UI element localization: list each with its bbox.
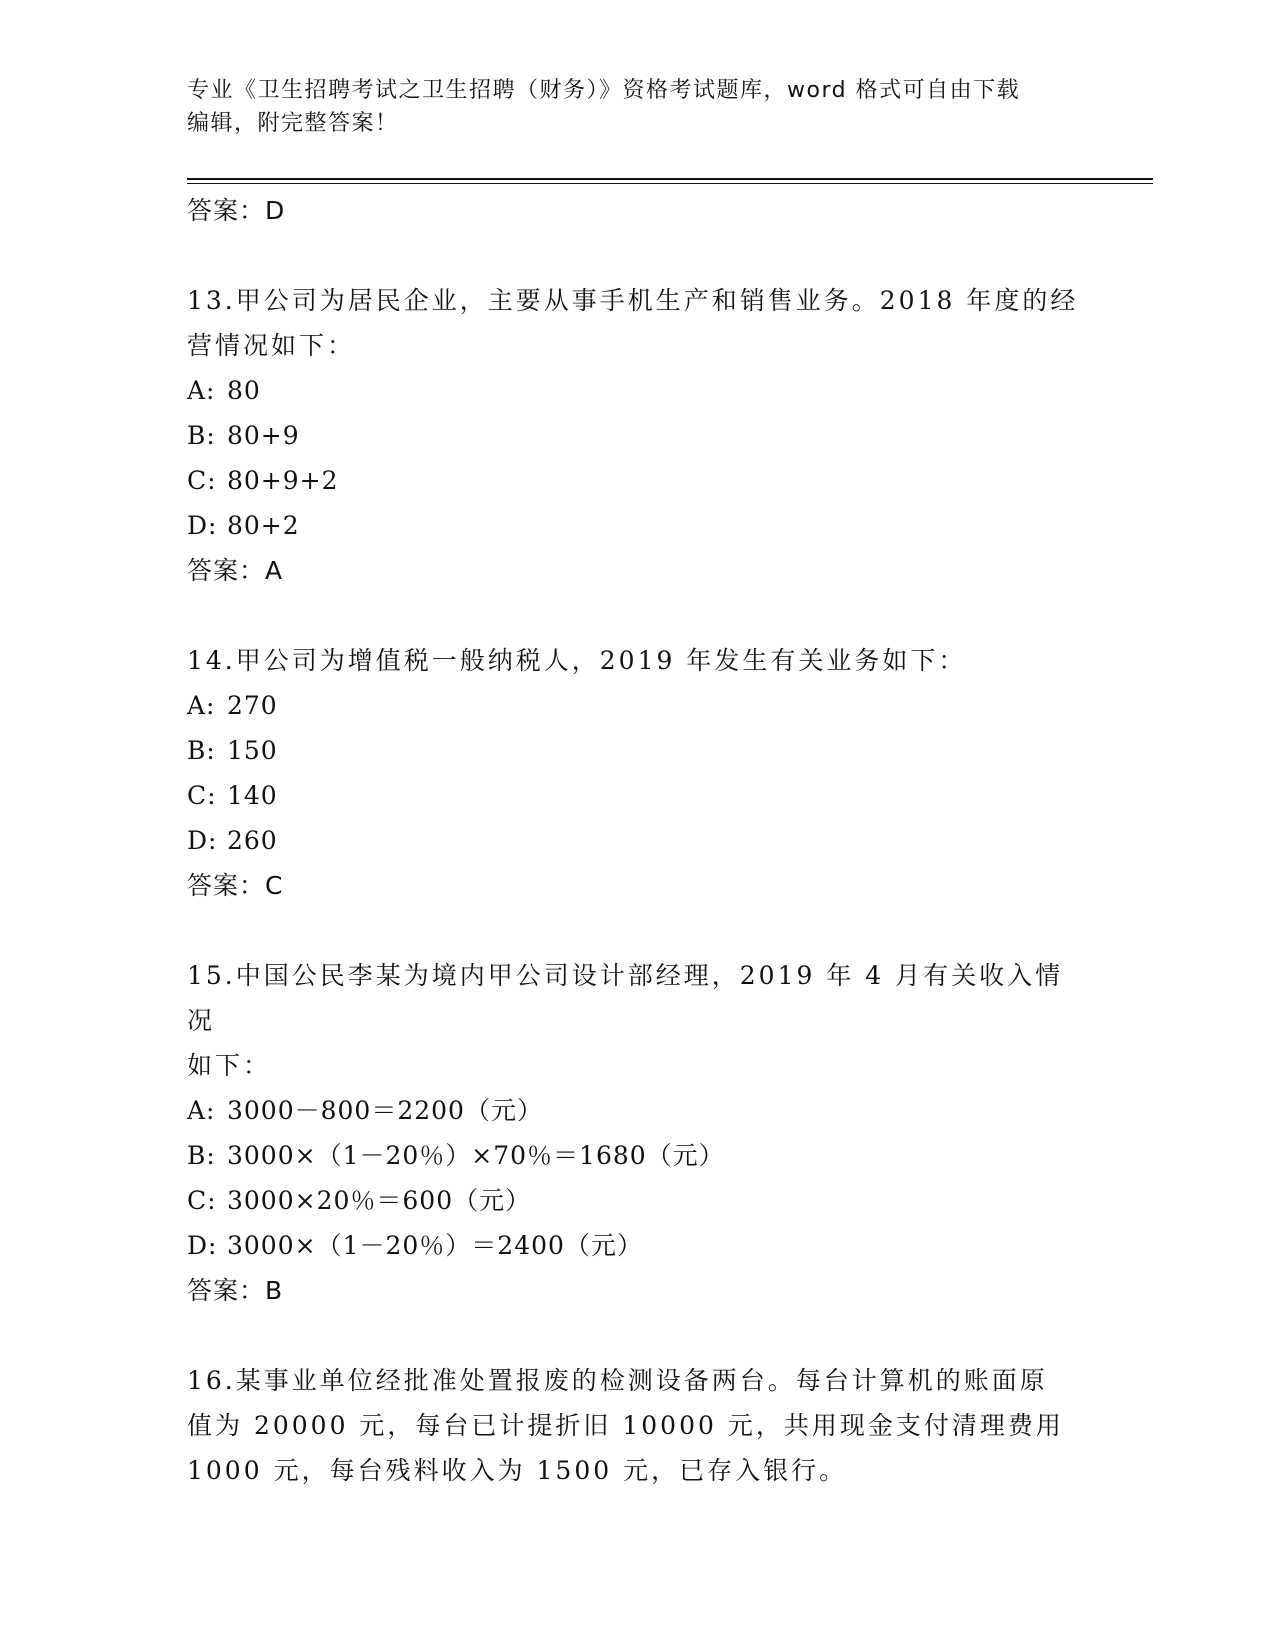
document-body xyxy=(187,188,1087,1493)
question-block xyxy=(187,278,1087,594)
question-block xyxy=(187,953,1087,1314)
question-text xyxy=(187,953,1087,1088)
option-value: 3000×20％＝600（元） xyxy=(227,1186,532,1215)
option-value: 80+2 xyxy=(227,511,300,540)
option-key: A: xyxy=(187,376,216,405)
option-value: 3000×（1－20％）＝2400（元） xyxy=(227,1231,643,1260)
option-key: C: xyxy=(187,466,217,495)
header-line-2: 编辑，附完整答案！ xyxy=(187,111,399,136)
spacer xyxy=(187,234,1087,278)
option-key: C: xyxy=(187,781,217,810)
option-key: A: xyxy=(187,1096,216,1125)
option-key: D: xyxy=(187,826,218,855)
option-key: D: xyxy=(187,1231,218,1260)
option-d xyxy=(187,503,1087,548)
option-key: C: xyxy=(187,1186,217,1215)
option-a xyxy=(187,1088,1087,1133)
option-value: 150 xyxy=(227,736,278,765)
question-line: 14.甲公司为增值税一般纳税人，2019 年发生有关业务如下： xyxy=(187,646,967,675)
header-rule-thin xyxy=(187,183,1153,184)
answer-line: 答案：A xyxy=(187,556,284,585)
question-text xyxy=(187,638,1087,683)
question-block xyxy=(187,1358,1087,1493)
question-text xyxy=(187,278,1087,368)
question-text xyxy=(187,1358,1087,1493)
question-line: 值为 20000 元，每台已计提折旧 10000 元，共用现金支付清理费用 xyxy=(187,1411,1064,1440)
option-d xyxy=(187,1223,1087,1268)
option-value: 140 xyxy=(227,781,278,810)
option-c xyxy=(187,1178,1087,1223)
option-value: 260 xyxy=(227,826,278,855)
question-line: 16.某事业单位经批准处置报废的检测设备两台。每台计算机的账面原 xyxy=(187,1366,1048,1395)
option-value: 3000－800＝2200（元） xyxy=(227,1096,543,1125)
header-rule-thick xyxy=(187,178,1153,180)
spacer xyxy=(187,1314,1087,1358)
question-line: 如下： xyxy=(187,1051,272,1080)
question-line: 营情况如下： xyxy=(187,331,356,360)
option-a xyxy=(187,683,1087,728)
option-value: 3000×（1－20％）×70％＝1680（元） xyxy=(227,1141,725,1170)
option-key: B: xyxy=(187,736,216,765)
option-value: 270 xyxy=(227,691,278,720)
header-line-1: 专业《卫生招聘考试之卫生招聘（财务）》资格考试题库，word 格式可自由下载 xyxy=(187,78,1021,103)
option-key: A: xyxy=(187,691,216,720)
option-key: B: xyxy=(187,421,216,450)
answer-line: 答案：B xyxy=(187,1276,284,1305)
option-b xyxy=(187,413,1087,458)
answer-line: 答案：D xyxy=(187,196,286,225)
option-key: B: xyxy=(187,1141,216,1170)
spacer xyxy=(187,909,1087,953)
option-d xyxy=(187,818,1087,863)
question-block xyxy=(187,638,1087,909)
option-c xyxy=(187,458,1087,503)
option-a xyxy=(187,368,1087,413)
question-line: 13.甲公司为居民企业，主要从事手机生产和销售业务。2018 年度的经 xyxy=(187,286,1079,315)
option-key: D: xyxy=(187,511,218,540)
question-line: 1000 元，每台残料收入为 1500 元，已存入银行。 xyxy=(187,1456,848,1485)
question-line: 15.中国公民李某为境内甲公司设计部经理，2019 年 4 月有关收入情况 xyxy=(187,961,1064,1035)
answer-line: 答案：C xyxy=(187,871,284,900)
option-value: 80+9 xyxy=(227,421,300,450)
option-b xyxy=(187,1133,1087,1178)
option-value: 80+9+2 xyxy=(227,466,339,495)
spacer xyxy=(187,594,1087,638)
document-header xyxy=(187,74,1087,140)
option-b xyxy=(187,728,1087,773)
option-c xyxy=(187,773,1087,818)
option-value: 80 xyxy=(227,376,261,405)
